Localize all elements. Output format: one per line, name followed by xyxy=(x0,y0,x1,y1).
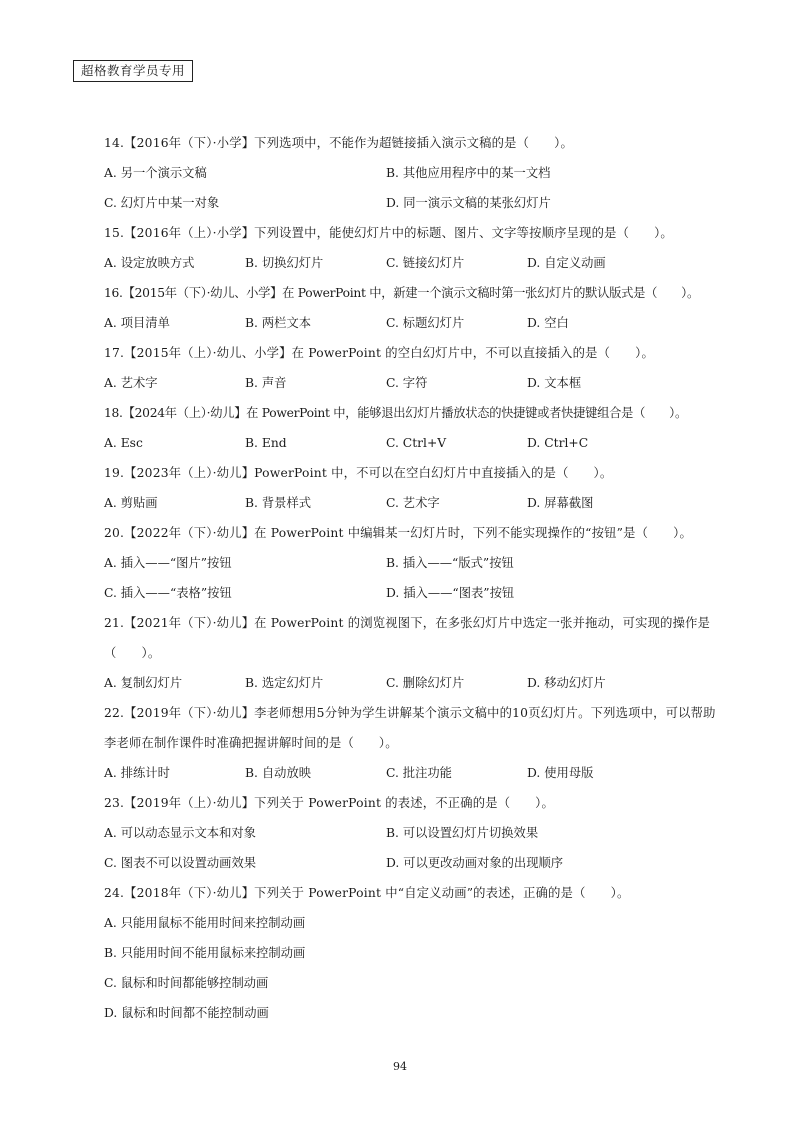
option: A. 另一个演示文稿 xyxy=(104,166,207,180)
option: A. 设定放映方式 xyxy=(104,256,195,270)
question-stem: 17.【2015年（上）·幼儿、小学】在 PowerPoint 的空白幻灯片中，不可以直接插入的是（ ）。 xyxy=(104,346,655,360)
question-stem: 23.【2019年（上）·幼儿】下列关于 PowerPoint 的表述，不正确的是（ ）。 xyxy=(104,796,555,810)
option: C. 图表不可以设置动画效果 xyxy=(104,856,257,870)
option: B. 其他应用程序中的某一文档 xyxy=(386,166,551,180)
question-stem: 19.【2023年（上）·幼儿】PowerPoint 中，不可以在空白幻灯片中直接插入的是（ ）。 xyxy=(104,466,613,480)
option: A. 插入——“图片”按钮 xyxy=(104,556,232,570)
option-row xyxy=(104,368,724,398)
option-row xyxy=(104,758,724,788)
option-row xyxy=(104,188,724,218)
option: D. 鼠标和时间都不能控制动画 xyxy=(104,1006,269,1020)
question-stem: 14.【2016年（下）·小学】下列选项中，不能作为超链接插入演示文稿的是（ ）。 xyxy=(104,136,573,150)
option: D. 移动幻灯片 xyxy=(527,676,606,690)
option-row xyxy=(104,818,724,848)
option: D. 自定义动画 xyxy=(527,256,606,270)
option-row xyxy=(104,668,724,698)
question-list xyxy=(104,128,724,1028)
option-row xyxy=(104,848,724,878)
option: B. 切换幻灯片 xyxy=(245,256,324,270)
option: A. Esc xyxy=(104,436,143,450)
option: B. 背景样式 xyxy=(245,496,312,510)
option: B. 只能用时间不能用鼠标来控制动画 xyxy=(104,946,306,960)
option: D. Ctrl+C xyxy=(527,436,589,450)
option: A. 艺术字 xyxy=(104,376,158,390)
option: C. Ctrl+V xyxy=(386,436,447,450)
question-stem: 15.【2016年（上）·小学】下列设置中，能使幻灯片中的标题、图片、文字等按顺序呈现的是（ ）。 xyxy=(104,226,673,240)
option-row xyxy=(104,158,724,188)
option: A. 排练计时 xyxy=(104,766,170,780)
option: D. 可以更改动画对象的出现顺序 xyxy=(386,856,564,870)
option-row xyxy=(104,248,724,278)
option: A. 只能用鼠标不能用时间来控制动画 xyxy=(104,916,306,930)
option: C. 插入——“表格”按钮 xyxy=(104,586,232,600)
option: C. 批注功能 xyxy=(386,766,452,780)
question-stem: 20.【2022年（下）·幼儿】在 PowerPoint 中编辑某一幻灯片时，下列不能实现操作的“按钮”是（ ）。 xyxy=(104,526,692,540)
option: A. 复制幻灯片 xyxy=(104,676,183,690)
option: B. 自动放映 xyxy=(245,766,312,780)
option: D. 插入——“图表”按钮 xyxy=(386,586,515,600)
option-row xyxy=(104,548,724,578)
option: C. 删除幻灯片 xyxy=(386,676,465,690)
option: D. 同一演示文稿的某张幻灯片 xyxy=(386,196,551,210)
option: C. 幻灯片中某一对象 xyxy=(104,196,220,210)
option: A. 项目清单 xyxy=(104,316,170,330)
option: B. 两栏文本 xyxy=(245,316,312,330)
option-row xyxy=(104,488,724,518)
header-tag: 超格教育学员专用 xyxy=(73,60,193,82)
option-row xyxy=(104,578,724,608)
option: B. 选定幻灯片 xyxy=(245,676,324,690)
question-stem: 18.【2024年（上）·幼儿】在 PowerPoint 中，能够退出幻灯片播放状态的快捷键或者快捷键组合是（ ）。 xyxy=(104,406,687,420)
option-row xyxy=(104,308,724,338)
option: D. 屏幕截图 xyxy=(527,496,594,510)
question-stem: 24.【2018年（下）·幼儿】下列关于 PowerPoint 中“自定义动画”的表述，正确的是（ ）。 xyxy=(104,886,630,900)
question-stem: 22.【2019年（下）·幼儿】李老师想用5分钟为学生讲解某个演示文稿中的10页幻灯片。下列选项中，可以帮助李老师在制作课件时准确把握讲解时间的是（ ）。 xyxy=(104,706,716,750)
question-stem: 16.【2015年（下）·幼儿、小学】在 PowerPoint 中，新建一个演示文稿时第一张幻灯片的默认版式是（ ）。 xyxy=(104,286,699,300)
option: C. 链接幻灯片 xyxy=(386,256,465,270)
option: C. 艺术字 xyxy=(386,496,440,510)
option: C. 鼠标和时间都能够控制动画 xyxy=(104,976,269,990)
option: B. 声音 xyxy=(245,376,287,390)
option: A. 剪贴画 xyxy=(104,496,158,510)
option: B. 插入——“版式”按钮 xyxy=(386,556,514,570)
option: A. 可以动态显示文本和对象 xyxy=(104,826,256,840)
question-stem: 21.【2021年（下）·幼儿】在 PowerPoint 的浏览视图下，在多张幻灯片中选定一张并拖动，可实现的操作是（ ）。 xyxy=(104,616,711,660)
option-row xyxy=(104,428,724,458)
option: D. 文本框 xyxy=(527,376,582,390)
option: C. 标题幻灯片 xyxy=(386,316,465,330)
option: D. 使用母版 xyxy=(527,766,594,780)
page-number: 94 xyxy=(393,1060,407,1073)
option: C. 字符 xyxy=(386,376,428,390)
option: B. 可以设置幻灯片切换效果 xyxy=(386,826,539,840)
option: B. End xyxy=(245,436,287,450)
option: D. 空白 xyxy=(527,316,569,330)
